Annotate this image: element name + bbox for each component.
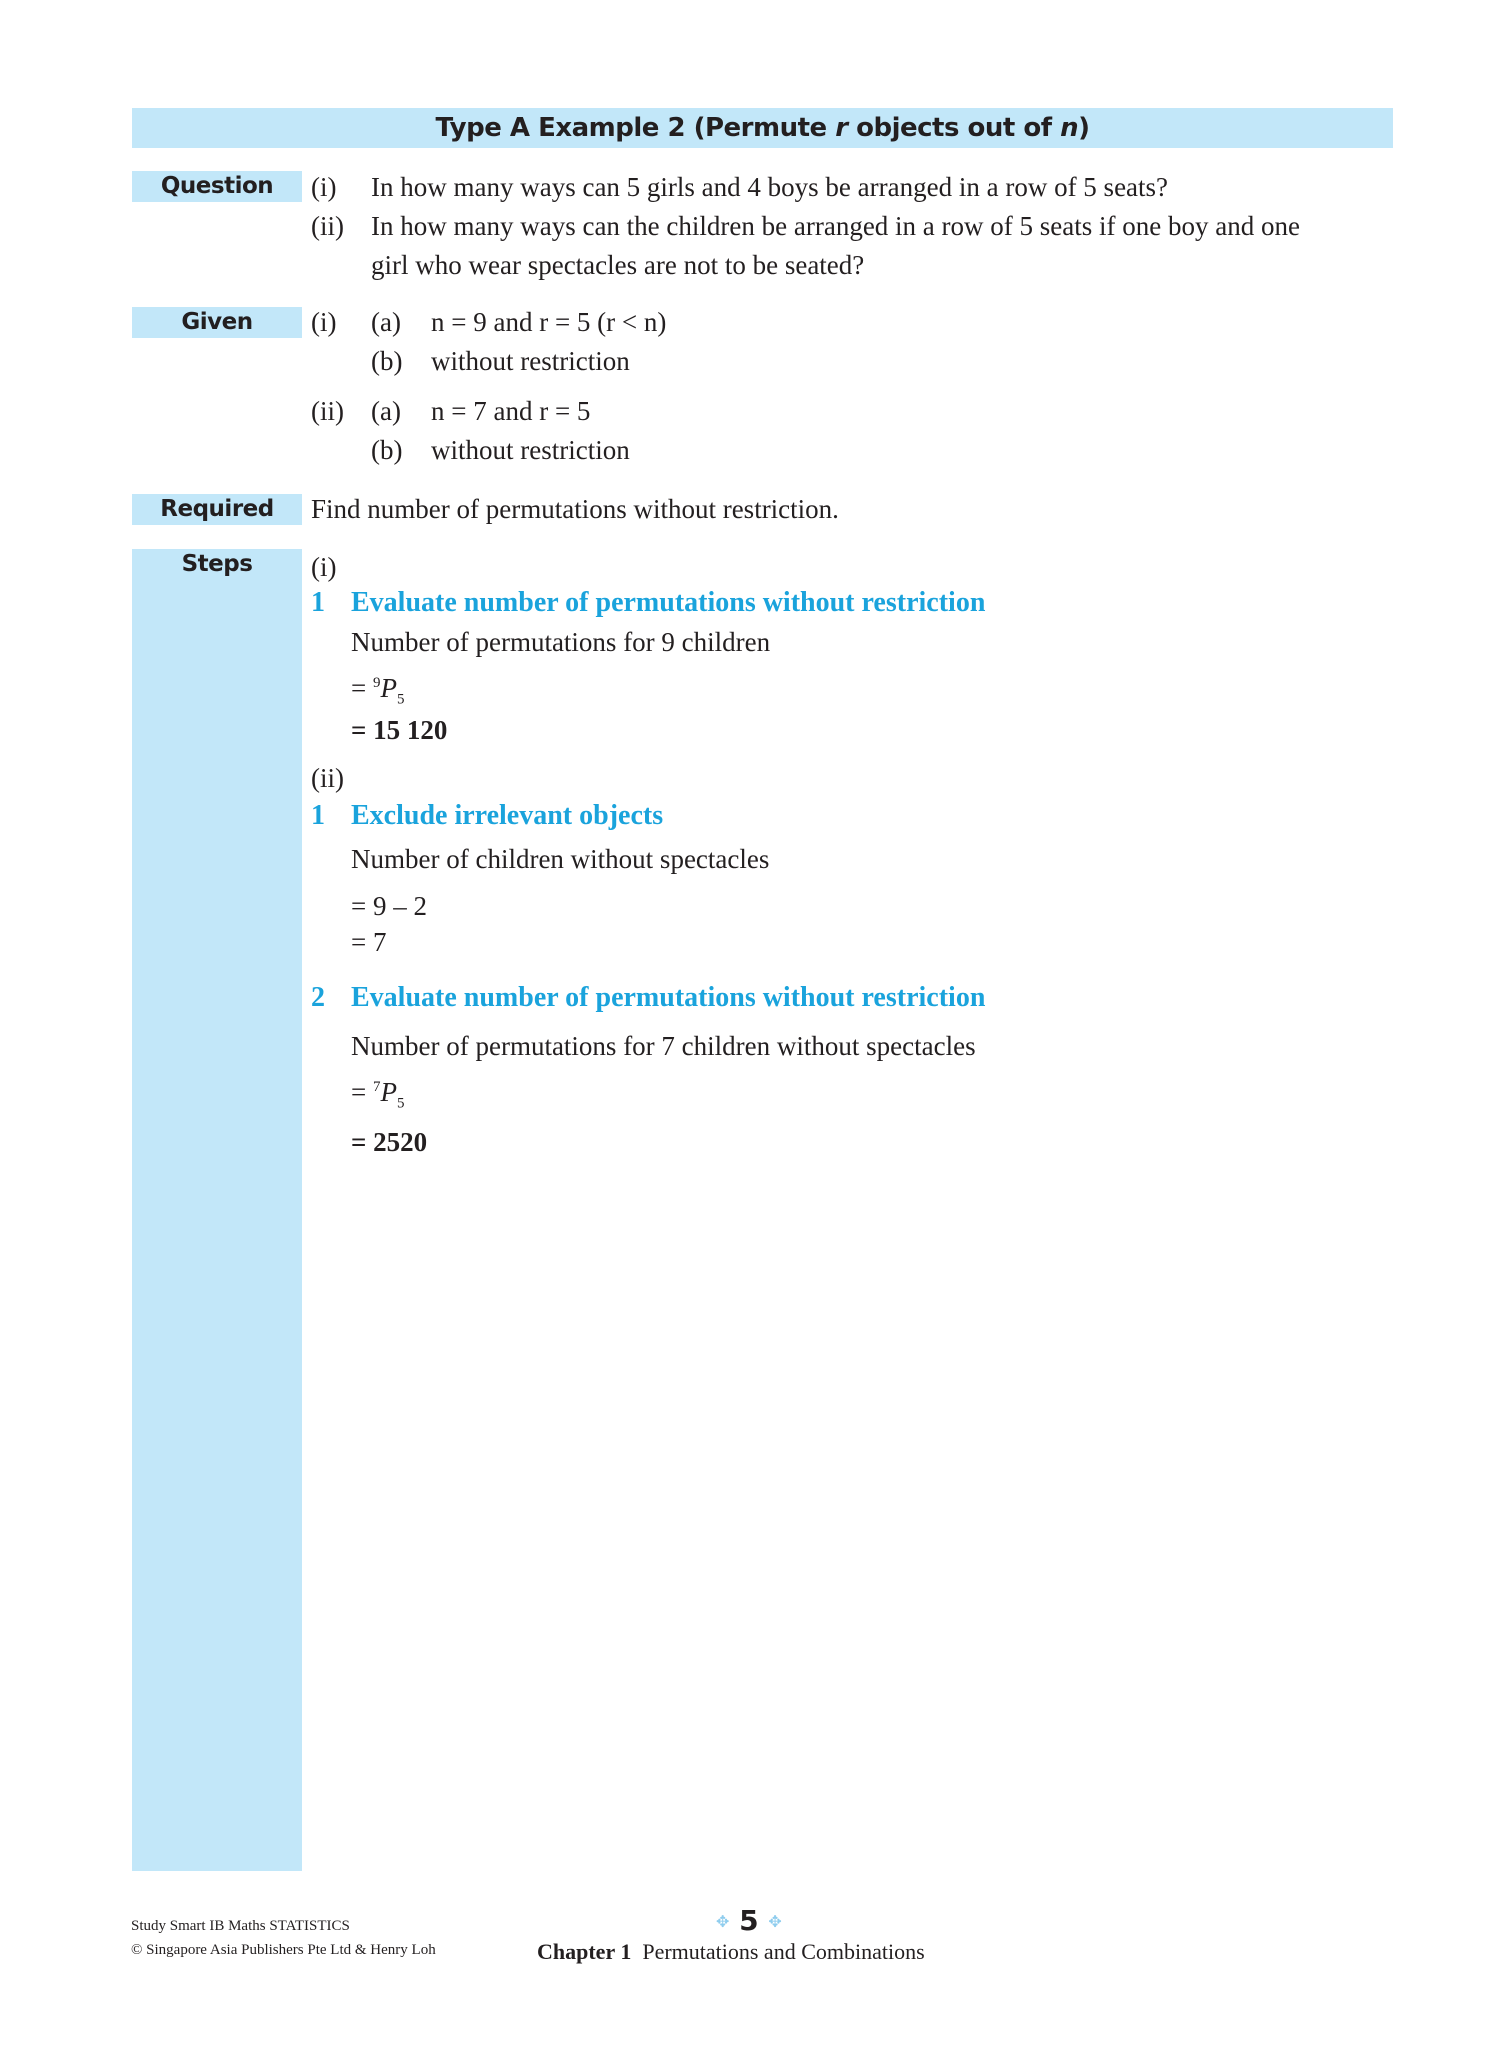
question-i-text: In how many ways can 5 girls and 4 boys be arranged in a row of 5 seats? (371, 172, 1169, 202)
step-number: 1 (311, 800, 325, 831)
steps-part-ii: (ii) (311, 763, 344, 793)
question-ii-text-cont: girl who wear spectacles are not to be seated? (371, 250, 865, 280)
diamond-ornament-icon: ✥ (768, 1912, 782, 1931)
steps-sidebar-band (132, 549, 302, 1871)
steps-part-i: (i) (311, 552, 337, 582)
step-equation: = 7 (351, 927, 387, 957)
step-equation: = $^9P_5$ (351, 673, 405, 708)
step-heading: Evaluate number of permutations without restriction (351, 982, 986, 1013)
required-text: Find number of permutations without restriction. (311, 494, 839, 524)
given-i-a-text: n = 9 and r = 5 (r < n) (431, 307, 667, 337)
step-result: = 2520 (351, 1127, 428, 1157)
steps-label: Steps (181, 551, 253, 577)
page-number: ✥ 5 ✥ (716, 1904, 782, 1937)
step-heading: Exclude irrelevant objects (351, 800, 664, 831)
step-result: = 15 120 (351, 715, 448, 745)
given-label: Given (132, 307, 302, 338)
diamond-ornament-icon: ✥ (716, 1912, 730, 1931)
step-number: 1 (311, 587, 325, 618)
given-i-marker: (i) (311, 307, 337, 337)
given-ii-b-marker: (b) (371, 435, 403, 465)
question-i-marker: (i) (311, 172, 337, 202)
step-equation: = $^7P_5$ (351, 1077, 405, 1112)
required-label: Required (132, 494, 302, 525)
question-ii-text: In how many ways can the children be arranged in a row of 5 seats if one boy and one (371, 211, 1300, 241)
given-ii-a-marker: (a) (371, 396, 401, 426)
step-text: Number of children without spectacles (351, 844, 770, 874)
step-text: Number of permutations for 9 children (351, 627, 771, 657)
given-ii-a-text: n = 7 and r = 5 (431, 396, 591, 426)
given-i-a-marker: (a) (371, 307, 401, 337)
step-text: Number of permutations for 7 children without spectacles (351, 1031, 976, 1061)
example-title: Type A Example 2 (Permute r objects out of n) (132, 108, 1393, 148)
step-number: 2 (311, 982, 325, 1013)
question-label: Question (132, 171, 302, 202)
given-ii-b-text: without restriction (431, 435, 630, 465)
footer-chapter: Chapter 1 Permutations and Combinations (537, 1939, 925, 1964)
question-ii-marker: (ii) (311, 211, 344, 241)
given-ii-marker: (ii) (311, 396, 344, 426)
footer-copyright: © Singapore Asia Publishers Pte Ltd & Henry Loh (131, 1942, 436, 1958)
footer-book-title: Study Smart IB Maths STATISTICS (131, 1918, 350, 1934)
given-i-b-text: without restriction (431, 346, 630, 376)
step-equation: = 9 – 2 (351, 891, 427, 921)
given-i-b-marker: (b) (371, 346, 403, 376)
step-heading: Evaluate number of permutations without restriction (351, 587, 986, 618)
